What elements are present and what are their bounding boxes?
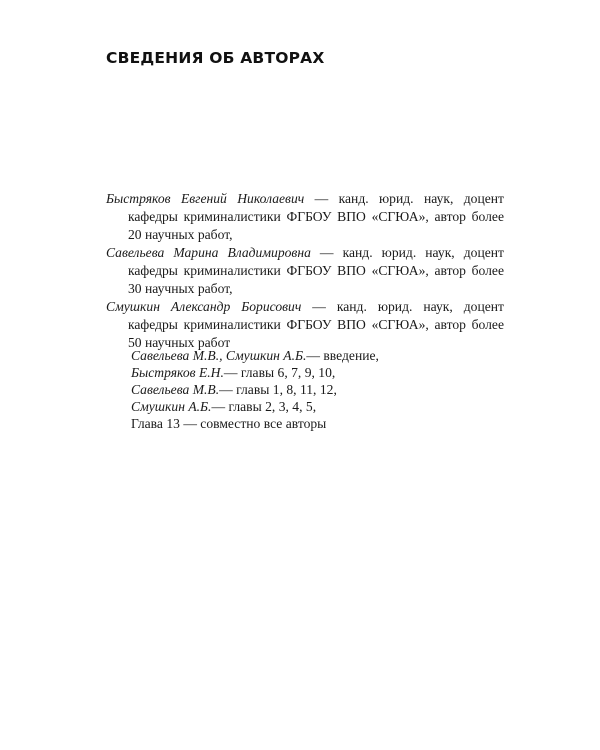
- contribution-text: — введение,: [306, 348, 379, 363]
- contribution-text: — главы 2, 3, 4, 5,: [211, 399, 317, 414]
- contribution-authors: Смушкин А.Б.: [131, 399, 212, 414]
- contribution-authors: Быстряков Е.Н.: [131, 365, 224, 380]
- contribution-authors: Савельева М.В., Смушкин А.Б.: [131, 348, 307, 363]
- contribution-text: Глава 13 — совместно все авторы: [131, 416, 327, 431]
- author-name: Смушкин Александр Борисович: [106, 299, 302, 314]
- author-entry: [106, 244, 504, 298]
- contribution-line: [131, 398, 379, 415]
- contributions-list: [131, 347, 379, 432]
- author-entry: [106, 190, 504, 244]
- author-name: Быстряков Евгений Николаевич: [106, 191, 305, 206]
- page-title: СВЕДЕНИЯ ОБ АВТОРАХ: [106, 49, 325, 67]
- contribution-line: [131, 415, 379, 432]
- author-name: Савельева Марина Владимировна: [106, 245, 311, 260]
- author-description: — канд. юрид. наук, доцент кафедры криминалистики ФГБОУ ВПО «СГЮА», автор более 50 научных работ: [128, 299, 504, 350]
- contribution-authors: Савельева М.В.: [131, 382, 220, 397]
- authors-list: [106, 190, 504, 352]
- contribution-line: [131, 347, 379, 364]
- contribution-line: [131, 364, 379, 381]
- author-description: — канд. юрид. наук, доцент кафедры криминалистики ФГБОУ ВПО «СГЮА», автор более 20 научных работ,: [128, 191, 504, 242]
- author-entry: [106, 298, 504, 352]
- contribution-text: — главы 6, 7, 9, 10,: [223, 365, 336, 380]
- author-description: — канд. юрид. наук, доцент кафедры криминалистики ФГБОУ ВПО «СГЮА», автор более 30 научных работ,: [128, 245, 504, 296]
- contribution-line: [131, 381, 379, 398]
- contribution-text: — главы 1, 8, 11, 12,: [219, 382, 337, 397]
